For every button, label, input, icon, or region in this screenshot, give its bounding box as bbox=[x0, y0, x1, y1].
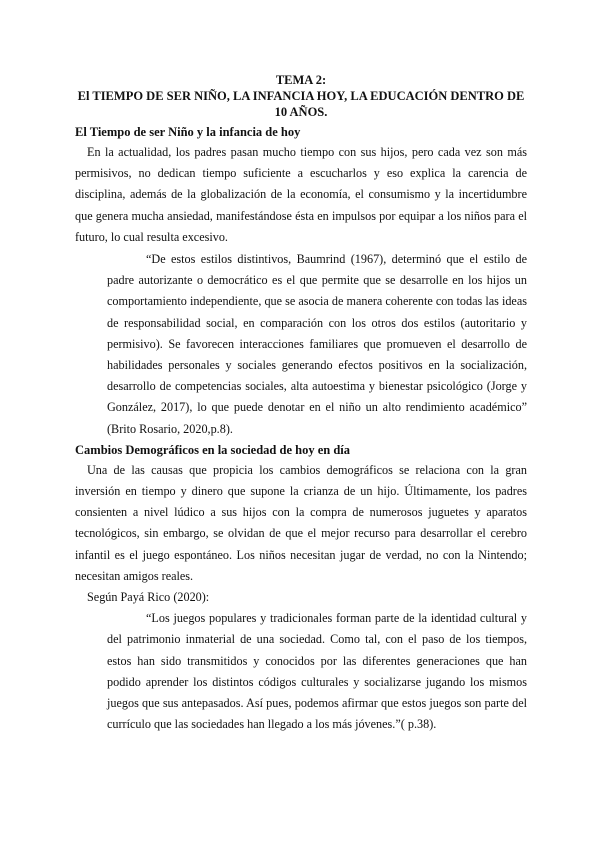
document-page bbox=[75, 72, 527, 735]
section-heading-tiempo-de-ser-nino: El Tiempo de ser Niño y la infancia de hoy bbox=[75, 125, 301, 139]
paragraph-actualidad: En la actualidad, los padres pasan mucho tiempo con sus hijos, pero cada vez son más permisivos, no dedican tiempo suficiente a escucharlos y eso explica la carencia de disciplina, además de la globalización de la economía, el consumismo y la incertidumbre que genera mucha ansiedad, manifestándose ésta en impulsos por equipar a los niños para el futuro, lo cual resulta excesivo. bbox=[75, 145, 527, 244]
document-subtitle: El TIEMPO DE SER NIÑO, LA INFANCIA HOY, LA EDUCACIÓN DENTRO DE 10 AÑOS. bbox=[77, 89, 525, 119]
block-quote-paya-rico: “Los juegos populares y tradicionales forman parte de la identidad cultural y del patrimonio inmaterial de una sociedad. Como tal, con el paso de los tiempos, estos han sido transmitidos y conocidos por las diferentes generaciones que han podido aprender los distintos códigos culturales y socializarse jugando los mismos juegos que sus antepasados. Así pues, podemos afirmar que estos juegos son parte del currículo que las sociedades han llegado a los más jóvenes.”( p.38). bbox=[107, 611, 527, 732]
paragraph-segun-paya-rico: Según Payá Rico (2020): bbox=[87, 590, 210, 605]
paragraph-causas: Una de las causas que propicia los cambios demográficos se relaciona con la gran inversión en tiempo y dinero que supone la crianza de un hijo. Últimamente, los padres consienten a nivel lúdico a sus hijos con la compra de numerosos juguetes y aparatos tecnológicos, sin embargo, se olvidan de que el mejor recurso para desarrollar el cerebro infantil es el juego espontáneo. Los niños necesitan jugar de verdad, no con la Nintendo; necesitan amigos reales. bbox=[75, 462, 527, 583]
block-quote-baumrind: “De estos estilos distintivos, Baumrind (1967), determinó que el estilo de padre autorizante o democrático es el que permite que se desarrolle en los hijos un comportamiento independiente, que se asocia de manera coherente con todas las ideas de responsabilidad social, en comparación con los otros dos estilos (autoritario y permisivo). Se favorecen interacciones familiares que promueven el desarrollo de habilidades personales y sociales generando efectos positivos en la socialización, desarrollo de competencias sociales, alta autoestima y bienestar psicológico (Jorge y González, 2017), lo que puede denotar en el niño un alto rendimiento académico” (Brito Rosario, 2020,p.8). bbox=[107, 252, 527, 436]
document-title: TEMA 2: bbox=[275, 73, 327, 87]
section-heading-cambios-demograficos: Cambios Demográficos en la sociedad de hoy en día bbox=[75, 442, 350, 457]
